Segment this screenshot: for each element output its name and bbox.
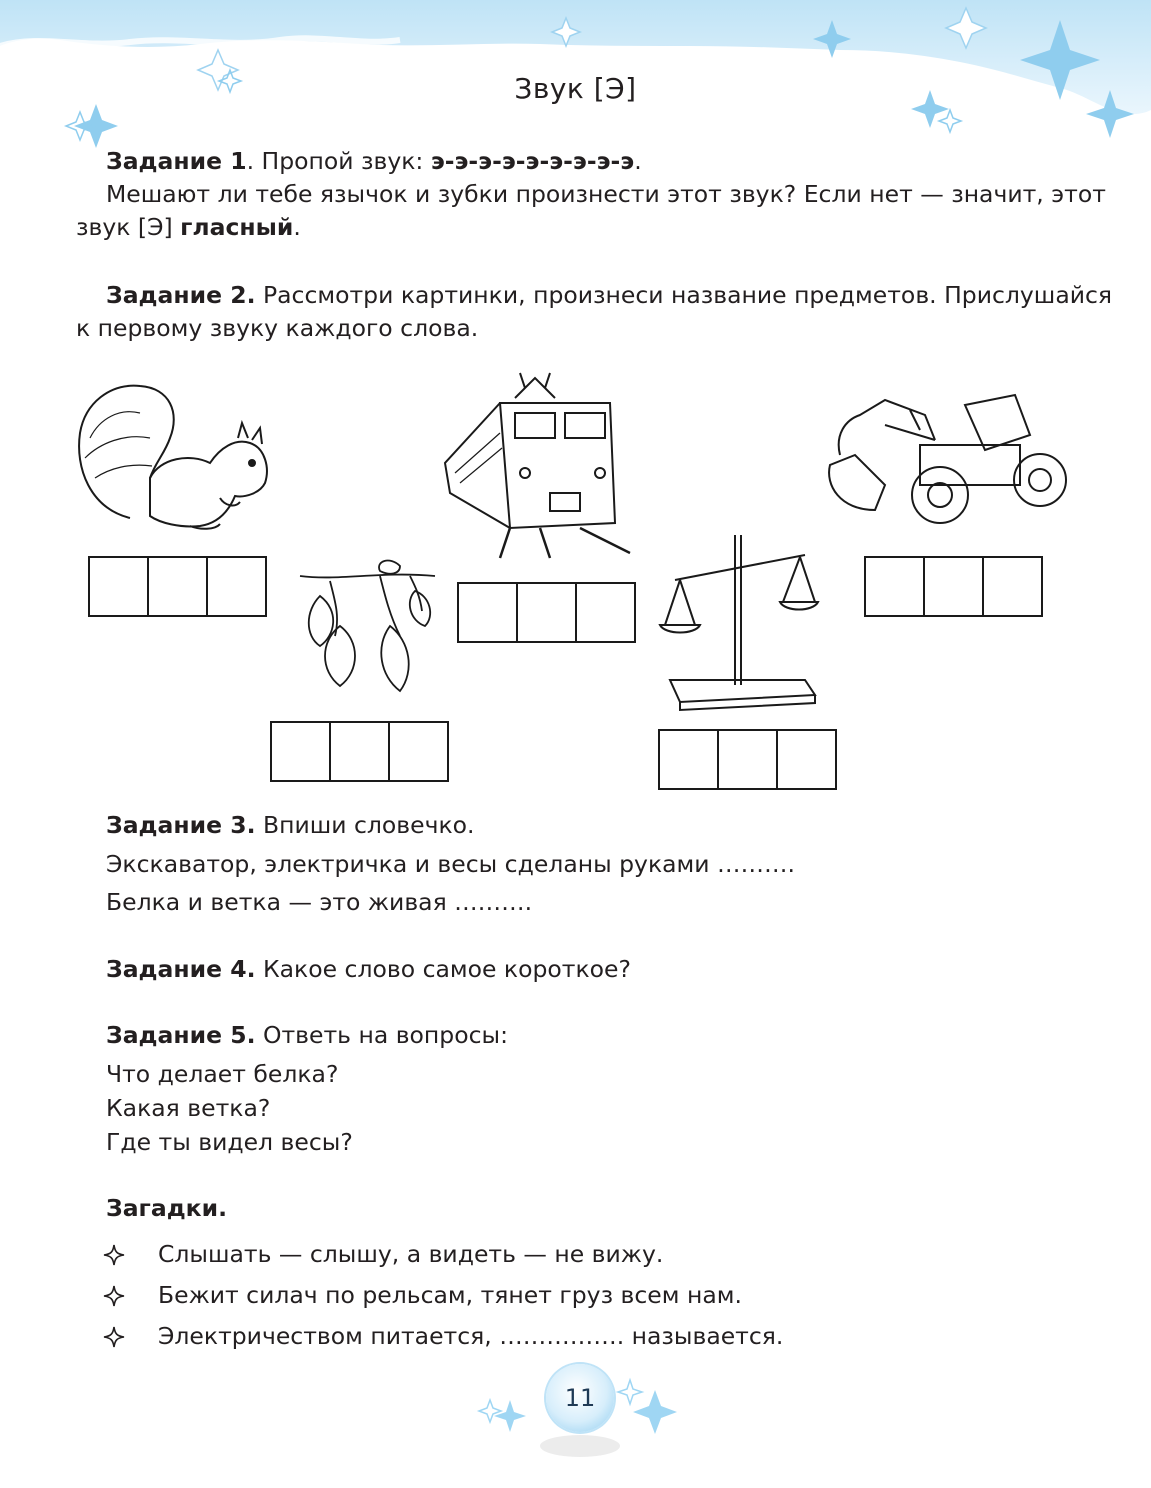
answer-cell[interactable] [208,558,265,615]
task4-label: Задание 4. [106,955,256,983]
page-title: Звук [Э] [514,72,637,105]
excavator-picture [825,385,1070,535]
task1-vowel-word: гласный [180,213,294,241]
task3-text: Впиши словечко. [255,811,475,839]
task2-line1 [106,279,1112,312]
sparkle-bullet-icon [103,1326,125,1348]
sparkle-bullet-icon [103,1244,125,1266]
sparkle-bullet-icon [103,1285,125,1307]
answer-boxes-excavator[interactable] [864,556,1043,617]
answer-cell[interactable] [660,731,719,788]
task4-line [106,953,631,986]
task2-label: Задание 2. [106,281,256,309]
task5-label: Задание 5. [106,1021,256,1049]
answer-cell[interactable] [518,584,577,641]
task3-label: Задание 3. [106,811,256,839]
task1-sound: э-э-э-э-э-э-э-э-э [430,147,635,175]
page-number-badge [470,1355,690,1465]
page-number-shadow [540,1435,620,1457]
task2-text: Рассмотри картинки, произнеси название предметов. Прислушайся [255,281,1113,309]
task1-line3-a: звук [Э] [76,213,181,241]
task3-line1: Экскаватор, электричка и весы сделаны руками ………. [106,850,795,878]
task1-line1 [106,145,642,178]
task5-question: Что делает белка? [106,1060,339,1088]
answer-cell[interactable] [390,723,447,780]
task1-label: Задание 1 [106,147,247,175]
task5-question: Где ты видел весы? [106,1128,353,1156]
riddles-title: Загадки. [106,1194,228,1222]
branch-picture [290,556,440,706]
task1-line3 [76,211,301,244]
task4-text: Какое слово самое короткое? [255,955,631,983]
task1-line3-b: . [293,213,301,241]
scales-picture [655,530,825,715]
task5-question: Какая ветка? [106,1094,271,1122]
train-picture [440,363,640,563]
task1-line2: Мешают ли тебе язычок и зубки произнести этот звук? Если нет — значит, этот [106,180,1106,208]
answer-cell[interactable] [90,558,149,615]
answer-boxes-scales[interactable] [658,729,837,790]
answer-cell[interactable] [719,731,778,788]
answer-cell[interactable] [272,723,331,780]
riddle-item: Электричеством питается, ……………. называется. [158,1322,784,1350]
answer-cell[interactable] [577,584,634,641]
answer-cell[interactable] [866,558,925,615]
answer-cell[interactable] [925,558,984,615]
task5-heading [106,1019,508,1052]
answer-cell[interactable] [331,723,390,780]
task1-text-b: . [634,147,642,175]
answer-cell[interactable] [459,584,518,641]
answer-boxes-train[interactable] [457,582,636,643]
riddle-item: Слышать — слышу, а видеть — не вижу. [158,1240,664,1268]
answer-boxes-branch[interactable] [270,721,449,782]
squirrel-picture [70,378,280,538]
task3-heading [106,809,475,842]
task5-text: Ответь на вопросы: [255,1021,508,1049]
answer-cell[interactable] [149,558,208,615]
answer-cell[interactable] [984,558,1041,615]
task1-text-a: . Пропой звук: [246,147,431,175]
task3-line2: Белка и ветка — это живая ………. [106,888,533,916]
answer-cell[interactable] [778,731,835,788]
task2-line2: к первому звуку каждого слова. [76,314,479,342]
answer-boxes-squirrel[interactable] [88,556,267,617]
page-number: 11 [564,1384,596,1412]
riddle-item: Бежит силач по рельсам, тянет груз всем нам. [158,1281,742,1309]
